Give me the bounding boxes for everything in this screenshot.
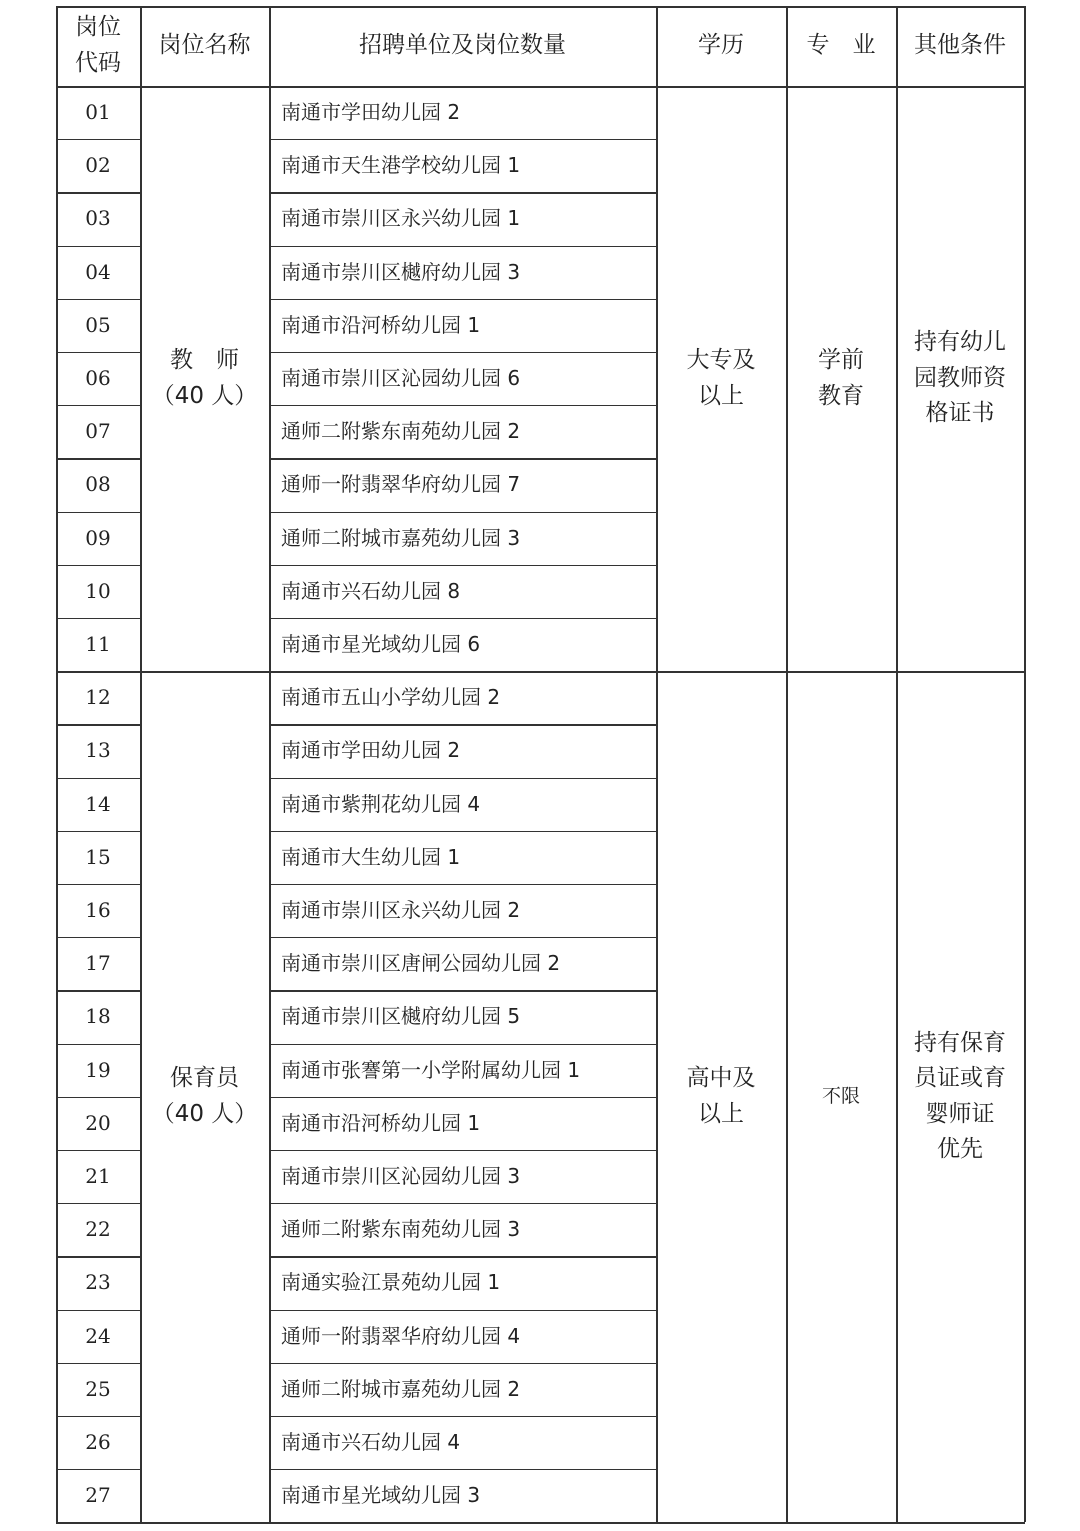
position-code: 27: [85, 1483, 111, 1508]
row-line-unit: [269, 724, 656, 725]
row-line-unit: [269, 565, 656, 566]
position-code: 19: [85, 1057, 111, 1082]
row-line-code: [56, 1150, 140, 1151]
header-code: 岗位 代码: [75, 14, 121, 76]
row-line-code: [56, 1310, 140, 1311]
row-line-code: [56, 1203, 140, 1204]
row-line-code: [56, 990, 140, 991]
recruiting-unit: 通师一附翡翠华府幼儿园 7: [281, 472, 521, 497]
recruiting-unit: 南通市星光域幼儿园 3: [281, 1483, 481, 1508]
header-other: 其他条件: [914, 32, 1006, 59]
row-line-unit: [269, 299, 656, 300]
position-code: 07: [85, 419, 111, 444]
row-line-unit: [269, 990, 656, 991]
recruiting-unit: 南通市兴石幼儿园 8: [281, 578, 461, 603]
recruiting-unit: 南通市大生幼儿园 1: [281, 844, 461, 869]
position-code: 17: [85, 951, 111, 976]
row-line-unit: [269, 192, 656, 193]
recruiting-unit: 南通市学田幼儿园 2: [281, 738, 461, 763]
position-code: 01: [85, 100, 111, 125]
recruiting-unit: 南通市崇川区沁园幼儿园 6: [281, 366, 521, 391]
row-line-unit: [269, 884, 656, 885]
position-code: 22: [85, 1217, 111, 1242]
recruiting-unit: 南通市五山小学幼儿园 2: [281, 685, 501, 710]
recruiting-unit: 通师一附翡翠华府幼儿园 4: [281, 1323, 521, 1348]
row-line-code: [56, 1044, 140, 1045]
position-code: 08: [85, 472, 111, 497]
position-code: 06: [85, 366, 111, 391]
recruiting-unit: 通师二附城市嘉苑幼儿园 3: [281, 525, 521, 550]
row-line-unit: [269, 405, 656, 406]
table-border-top: [56, 6, 1025, 8]
other-conditions: 持有幼儿 园教师资 格证书: [914, 329, 1006, 427]
header-edu: 学历: [698, 32, 744, 59]
row-line-unit: [269, 246, 656, 247]
row-line-code: [56, 618, 140, 619]
row-line-code: [56, 139, 140, 140]
row-line-unit: [269, 1097, 656, 1098]
recruiting-unit: 南通市张謇第一小学附属幼儿园 1: [281, 1057, 581, 1082]
recruiting-unit: 南通市崇川区樾府幼儿园 3: [281, 259, 521, 284]
education-requirement: 大专及 以上: [686, 346, 756, 409]
row-line-code: [56, 458, 140, 459]
table-border-bottom: [56, 1522, 1025, 1524]
position-code: 04: [85, 259, 111, 284]
row-line-unit: [269, 937, 656, 938]
position-code: 11: [85, 632, 111, 657]
row-line-unit: [269, 618, 656, 619]
row-line-code: [56, 1469, 140, 1470]
row-line-code: [56, 192, 140, 193]
recruiting-unit: 南通市兴石幼儿园 4: [281, 1430, 461, 1455]
position-code: 03: [85, 206, 111, 231]
position-code: 26: [85, 1430, 111, 1455]
row-line-unit: [269, 1256, 656, 1257]
row-line-code: [56, 937, 140, 938]
major-requirement: 学前 教育: [818, 346, 864, 409]
position-code: 02: [85, 153, 111, 178]
position-code: 09: [85, 525, 111, 550]
row-line-unit: [269, 1310, 656, 1311]
position-name: 保育员 （40 人）: [151, 1065, 258, 1127]
row-line-code: [56, 884, 140, 885]
row-line-unit: [269, 831, 656, 832]
row-line-code: [56, 246, 140, 247]
recruiting-unit: 南通市崇川区永兴幼儿园 2: [281, 898, 521, 923]
row-line-code: [56, 352, 140, 353]
education-requirement: 高中及 以上: [686, 1065, 756, 1127]
position-code: 05: [85, 312, 111, 337]
recruiting-unit: 南通市崇川区沁园幼儿园 3: [281, 1164, 521, 1189]
recruiting-unit: 南通市崇川区唐闸公园幼儿园 2: [281, 951, 561, 976]
row-line-unit: [269, 512, 656, 513]
row-line-code: [56, 565, 140, 566]
position-code: 16: [85, 898, 111, 923]
position-code: 24: [85, 1323, 111, 1348]
column-line-6: [1024, 6, 1026, 1522]
position-code: 15: [85, 844, 111, 869]
recruiting-unit: 南通市学田幼儿园 2: [281, 100, 461, 125]
recruiting-unit: 南通实验江景苑幼儿园 1: [281, 1270, 501, 1295]
position-code: 18: [85, 1004, 111, 1029]
recruiting-unit: 南通市沿河桥幼儿园 1: [281, 312, 481, 337]
row-line-unit: [269, 352, 656, 353]
position-code: 12: [85, 685, 111, 710]
position-name: 教 师 （40 人）: [151, 346, 258, 409]
row-line-unit: [269, 1363, 656, 1364]
header-unit: 招聘单位及岗位数量: [359, 32, 566, 59]
row-line-unit: [269, 1203, 656, 1204]
recruiting-unit: 南通市沿河桥幼儿园 1: [281, 1110, 481, 1135]
position-code: 14: [85, 791, 111, 816]
recruiting-unit: 南通市紫荆花幼儿园 4: [281, 791, 481, 816]
position-code: 10: [85, 578, 111, 603]
recruiting-unit: 通师二附城市嘉苑幼儿园 2: [281, 1376, 521, 1401]
other-conditions: 持有保育 员证或育 婴师证 优先: [914, 1029, 1006, 1163]
recruiting-unit: 通师二附紫东南苑幼儿园 3: [281, 1217, 521, 1242]
recruiting-unit: 南通市星光域幼儿园 6: [281, 632, 481, 657]
row-line-code: [56, 1416, 140, 1417]
position-code: 25: [85, 1376, 111, 1401]
row-line-unit: [269, 1044, 656, 1045]
row-line-code: [56, 1256, 140, 1257]
major-requirement: 不限: [821, 1085, 860, 1108]
row-line-unit: [269, 1150, 656, 1151]
row-line-code: [56, 1097, 140, 1098]
row-line-code: [56, 831, 140, 832]
row-line-unit: [269, 1469, 656, 1470]
row-line-code: [56, 724, 140, 725]
position-code: 20: [85, 1110, 111, 1135]
row-line-code: [56, 405, 140, 406]
row-line-unit: [269, 139, 656, 140]
recruiting-unit: 南通市崇川区永兴幼儿园 1: [281, 206, 521, 231]
position-code: 13: [85, 738, 111, 763]
row-line-unit: [269, 458, 656, 459]
header-major: 专 业: [806, 32, 876, 59]
header-name: 岗位名称: [158, 32, 251, 59]
row-line-unit: [269, 778, 656, 779]
recruiting-unit: 通师二附紫东南苑幼儿园 2: [281, 419, 521, 444]
recruiting-unit: 南通市崇川区樾府幼儿园 5: [281, 1004, 521, 1029]
row-line-code: [56, 778, 140, 779]
recruiting-unit: 南通市天生港学校幼儿园 1: [281, 153, 521, 178]
row-line-unit: [269, 1416, 656, 1417]
row-line-code: [56, 512, 140, 513]
row-line-code: [56, 299, 140, 300]
row-line-code: [56, 1363, 140, 1364]
position-code: 21: [85, 1164, 111, 1189]
position-code: 23: [85, 1270, 111, 1295]
